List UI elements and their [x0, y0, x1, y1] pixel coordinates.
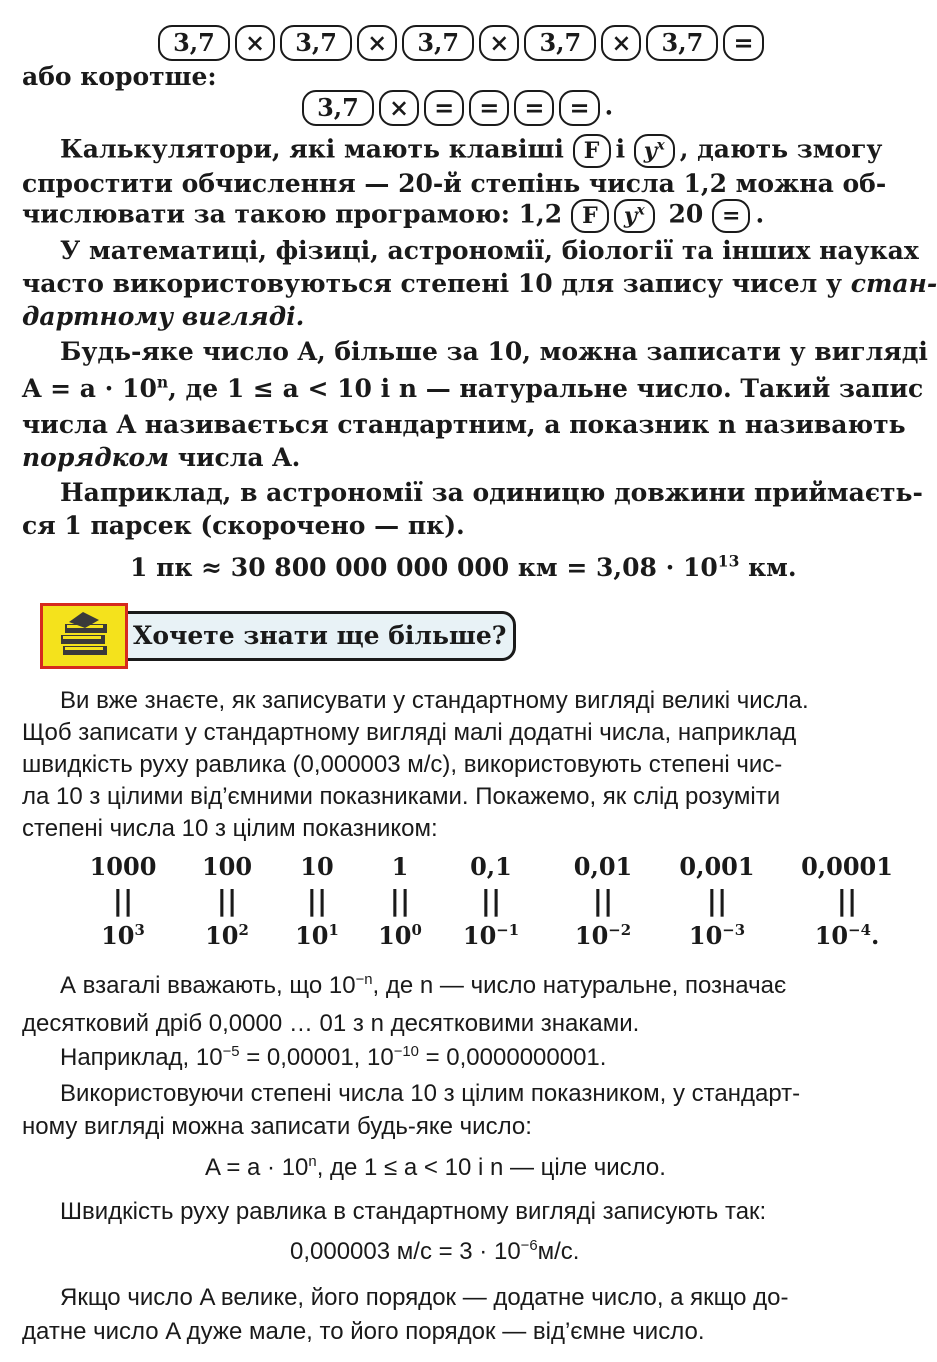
equal-sign: || [216, 884, 238, 917]
std-line4: Будь-яке число A, більше за 10, можна записати у вигляді [60, 337, 928, 366]
power-value: 0,001 [679, 852, 755, 881]
paragraph-calc-line2: спростити обчислення — 20-й степінь числа 1,2 можна об- [22, 169, 887, 198]
calc-key: 3,7 [280, 25, 352, 61]
neg-line6: $A = a \cdot 10^n$, де 1 ≤ a < 10 і n — ціле число. [205, 1153, 666, 1181]
text: . [755, 199, 765, 229]
equal-sign: || [592, 884, 614, 917]
power-notation: $10^0$ [378, 920, 422, 950]
power-notation: $10^{-4}$. [814, 920, 880, 950]
std-line1: У математиці, фізиці, астрономії, біології та інших науках [60, 236, 919, 265]
std-line2: часто використовуються степені 10 для запису чисел у стан- [22, 269, 937, 298]
equals-key-icon: = [712, 199, 750, 233]
calc-key: × [601, 25, 641, 61]
calc-key: × [379, 90, 419, 126]
neg-line3: Наприклад, $10^{-5} = 0,00001$, $10^{-10} = 0,0000000001$. [60, 1043, 607, 1071]
more-line2: Щоб записати у стандартному вигляді малі додатні числа, наприклад [22, 719, 797, 746]
power-value: 100 [201, 852, 253, 881]
power-column [662, 852, 772, 950]
calc-key: = [723, 25, 763, 61]
power-column [548, 852, 658, 950]
std-line7: порядком числа A. [22, 443, 301, 472]
text: , дають змогу [679, 134, 883, 164]
power-value: 1 [391, 852, 409, 881]
neg-line5: ному вигляді можна записати будь-яке число: [22, 1113, 532, 1140]
power-value: 0,01 [573, 852, 633, 881]
neg-line2: десятковий дріб 0,0000 … 01 з n десятковими знаками. [22, 1010, 640, 1037]
std-line6: числа A називається стандартним, а показник n називають [22, 410, 906, 439]
shorter-label: або коротше: [22, 62, 217, 91]
power-notation: $10^1$ [295, 920, 339, 950]
equal-sign: || [306, 884, 328, 917]
calc-key: = [514, 90, 554, 126]
std-line5: $A = a \cdot 10^n$, де 1 ≤ a < 10 і n — натуральне число. Такий запис [22, 372, 924, 403]
neg-line1: А взагалі вважають, що $10^{-n}$, де n — число натуральне, позначає [60, 971, 787, 999]
key-sequence-2 [302, 90, 613, 126]
text: 20 [668, 199, 704, 229]
neg-line9: Якщо число A велике, його порядок — додатне число, а якщо до- [60, 1284, 789, 1311]
calc-key: 3,7 [158, 25, 230, 61]
std-line8: Наприклад, в астрономії за одиницю довжини приймаєть- [60, 478, 923, 507]
power-key-icon: $y^x$ [614, 199, 655, 233]
power-column [436, 852, 546, 950]
neg-line8: 0,000003 $м/с = 3 \cdot 10^{-6}м/с$. [290, 1237, 580, 1265]
equal-sign: || [706, 884, 728, 917]
calc-key: 3,7 [402, 25, 474, 61]
equal-sign: || [112, 884, 134, 917]
power-value: 0,1 [470, 852, 512, 881]
power-notation: $10^{-1}$ [462, 920, 520, 950]
std-line10: 1 пк ≈ 30 800 000 000 000 км = $3,08 \cdot 10^{13}$ км. [130, 551, 797, 582]
f-key-icon: F [571, 199, 609, 233]
power-value: 0,0001 [801, 852, 893, 881]
calc-key: = [559, 90, 599, 126]
text: і [615, 134, 626, 164]
calc-key: × [479, 25, 519, 61]
neg-line4: Використовуючи степені числа 10 з цілим показником, у стандарт- [60, 1080, 801, 1107]
equal-sign: || [836, 884, 858, 917]
calc-key: 3,7 [302, 90, 374, 126]
equal-sign: || [480, 884, 502, 917]
more-line3: швидкість руху равлика (0,000003 м/с), використовують степені чис- [22, 751, 783, 778]
power-key-icon: $y^x$ [634, 134, 675, 168]
more-line5: степені числа 10 з цілим показником: [22, 815, 438, 842]
banner-title: Хочете знати ще більше? [133, 621, 507, 650]
std-line9: ся 1 парсек (скорочено — пк). [22, 511, 465, 540]
power-notation: $10^3$ [101, 920, 145, 950]
std-line3: дартному вигляді. [22, 302, 305, 331]
neg-line7: Швидкість руху равлика в стандартному вигляді записують так: [60, 1198, 767, 1225]
paragraph-calc-line1 [60, 134, 882, 168]
key-sequence-1 [158, 25, 769, 61]
section-banner [18, 603, 518, 673]
power-column [792, 852, 902, 950]
f-key-icon: F [573, 134, 611, 168]
text: числювати за такою програмою: 1,2 [22, 199, 563, 229]
power-notation: $10^{-2}$ [574, 920, 632, 950]
more-line4: ла 10 з цілими від’ємними показниками. Покажемо, як слід розуміти [22, 783, 781, 810]
calc-key: = [469, 90, 509, 126]
text: Калькулятори, які мають клавіші [60, 134, 564, 164]
calc-key: = [424, 90, 464, 126]
calc-key: 3,7 [524, 25, 596, 61]
paragraph-calc-line3 [22, 199, 764, 233]
power-notation: $10^{-3}$ [688, 920, 746, 950]
neg-line10: датне число A дуже мале, то його порядок — від’ємне число. [22, 1318, 705, 1345]
more-line1: Ви вже знаєте, як записувати у стандартному вигляді великі числа. [60, 687, 809, 714]
period: . [604, 91, 614, 121]
calc-key: 3,7 [646, 25, 718, 61]
calc-key: × [235, 25, 275, 61]
power-value: 1000 [89, 852, 157, 881]
power-value: 10 [300, 852, 334, 881]
equal-sign: || [389, 884, 411, 917]
calc-key: × [357, 25, 397, 61]
power-column [68, 852, 178, 950]
books-icon [40, 603, 128, 669]
power-notation: $10^2$ [205, 920, 249, 950]
